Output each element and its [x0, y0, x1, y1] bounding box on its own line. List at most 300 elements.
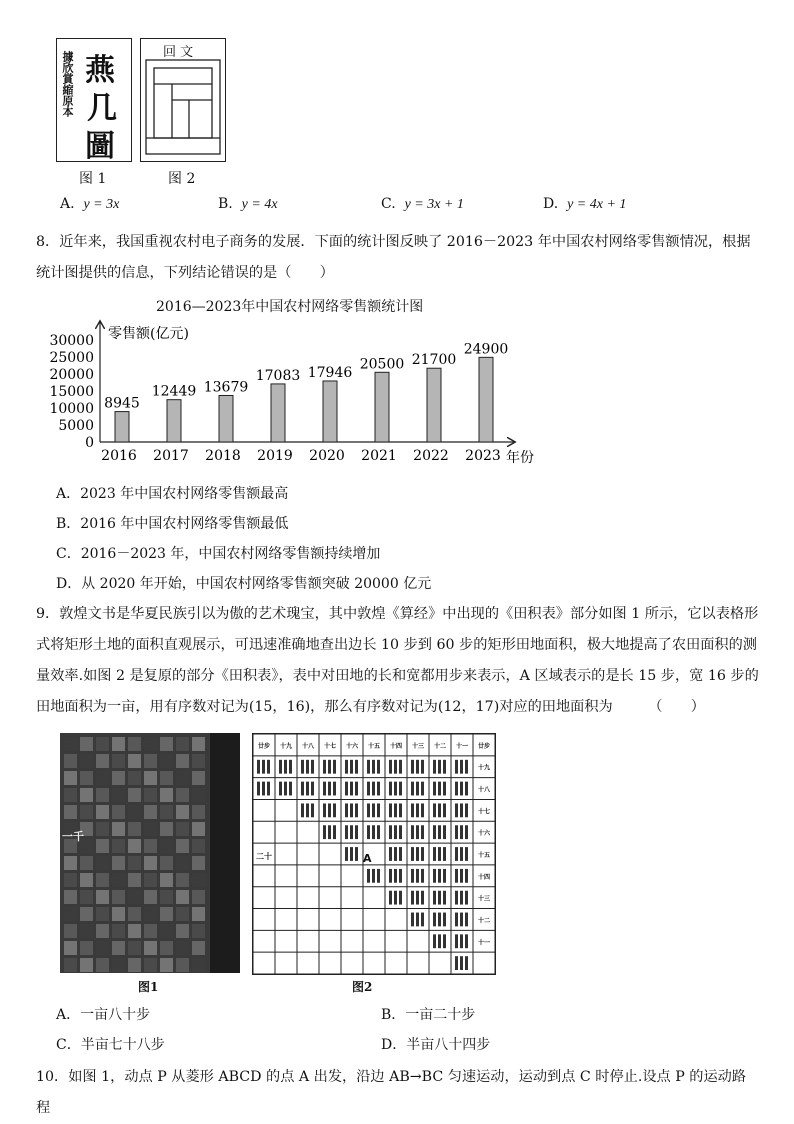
grid-cell-glyph: [460, 891, 463, 905]
grid-cell-glyph: [377, 869, 380, 883]
grid-row-label: 十二: [477, 917, 491, 925]
grid-cell-glyph: [421, 803, 424, 817]
grid-header-label: 廿步: [257, 742, 271, 750]
grid-cell-glyph: [377, 803, 380, 817]
grid-cell-glyph: [460, 803, 463, 817]
grid-cell-glyph: [465, 803, 468, 817]
grid-header-label: 十九: [279, 742, 293, 750]
manuscript-cell: [128, 805, 141, 819]
grid-cell-glyph: [372, 825, 375, 839]
grid-cell-glyph: [328, 803, 331, 817]
manuscript-cell: [112, 737, 125, 751]
manuscript-cell: [144, 856, 157, 870]
grid-cell-glyph: [394, 891, 397, 905]
q7-option-a[interactable]: A. y = 3x: [60, 196, 120, 212]
figure-1-calligraphy: [56, 38, 132, 162]
manuscript-cell: [176, 907, 189, 921]
grid-cell-glyph: [372, 803, 375, 817]
y-axis-label: 零售额(亿元): [108, 326, 189, 342]
grid-cell-glyph: [438, 891, 441, 905]
grid-cell-glyph: [460, 913, 463, 927]
manuscript-cell: [144, 907, 157, 921]
bar-2018: [219, 395, 233, 442]
manuscript-cell: [80, 754, 93, 768]
q9-option-a[interactable]: A．一亩八十步: [56, 1007, 151, 1023]
manuscript-cell: [176, 890, 189, 904]
grid-cell-glyph: [411, 760, 414, 774]
grid-row-label: 十五: [477, 852, 491, 859]
manuscript-cell: [192, 822, 205, 836]
manuscript-cell: [128, 958, 141, 972]
grid-cell-glyph: [323, 760, 326, 774]
q9-option-b[interactable]: B．一亩二十步: [381, 1007, 476, 1023]
grid-cell-glyph: [421, 869, 424, 883]
grid-cell-glyph: [460, 782, 463, 796]
grid-cell-glyph: [438, 803, 441, 817]
manuscript-cell: [160, 907, 173, 921]
manuscript-cell: [96, 856, 109, 870]
grid-cell-glyph: [411, 782, 414, 796]
grid-cell-glyph: [367, 869, 370, 883]
manuscript-cell: [80, 856, 93, 870]
manuscript-cell: [64, 873, 77, 887]
bar-value-label: 13679: [203, 379, 249, 396]
bar-value-label: 12449: [151, 383, 197, 400]
bar-2023: [479, 357, 493, 442]
manuscript-cell: [128, 856, 141, 870]
grid-row-label: 十七: [477, 808, 491, 816]
grid-cell-glyph: [289, 760, 292, 774]
grid-cell-glyph: [416, 891, 419, 905]
manuscript-cell: [80, 805, 93, 819]
grid-cell-glyph: [279, 782, 282, 796]
bar-value-label: 24900: [463, 341, 509, 358]
grid-row-label: 十九: [477, 764, 491, 772]
grid-cell-glyph: [416, 869, 419, 883]
manuscript-cell: [192, 958, 205, 972]
grid-cell-glyph: [367, 782, 370, 796]
grid-header-label: 十六: [345, 742, 359, 750]
grid-cell-glyph: [465, 891, 468, 905]
bar-value-label: 17083: [255, 367, 301, 384]
bar-2022: [427, 368, 441, 442]
manuscript-cell: [176, 805, 189, 819]
manuscript-cell: [64, 737, 77, 751]
fig2-caption: 图 2: [168, 171, 196, 187]
fig1-char-1: 燕: [85, 53, 115, 88]
manuscript-cell: [192, 771, 205, 785]
manuscript-cell: [128, 737, 141, 751]
grid-cell-glyph: [350, 782, 353, 796]
grid-cell-glyph: [333, 782, 336, 796]
manuscript-cell: [96, 805, 109, 819]
grid-cell-glyph: [455, 956, 458, 970]
fig1-char-3: 圖: [85, 129, 115, 164]
tianji-grid: [253, 734, 495, 974]
bar-value-label: 17946: [307, 364, 353, 381]
grid-row-label: 十八: [477, 786, 491, 794]
x-tick-label: 2018: [205, 448, 241, 464]
grid-cell-glyph: [465, 869, 468, 883]
manuscript-cell: [64, 907, 77, 921]
manuscript-cell: [176, 822, 189, 836]
manuscript-cell: [96, 941, 109, 955]
grid-header-label: 十三: [411, 742, 425, 750]
bar-value-label: 21700: [411, 352, 457, 369]
manuscript-cell: [160, 788, 173, 802]
grid-cell-glyph: [372, 869, 375, 883]
manuscript-cell: [128, 924, 141, 938]
q7-option-b[interactable]: B. y = 4x: [218, 196, 278, 212]
manuscript-cell: [176, 941, 189, 955]
manuscript-cell: [112, 771, 125, 785]
grid-cell-glyph: [367, 803, 370, 817]
bar-2021: [375, 372, 389, 442]
figure-2-huiwen: [140, 38, 226, 162]
manuscript-cell: [96, 788, 109, 802]
grid-cell-glyph: [333, 803, 336, 817]
grid-cell-glyph: [443, 891, 446, 905]
bar-2017: [167, 400, 181, 442]
manuscript-cell: [160, 839, 173, 853]
manuscript-cell: [96, 907, 109, 921]
manuscript-cell: [112, 941, 125, 955]
grid-cell-glyph: [433, 803, 436, 817]
grid-cell-glyph: [267, 782, 270, 796]
grid-cell-glyph: [411, 847, 414, 861]
manuscript-cell: [160, 822, 173, 836]
manuscript-cell: [64, 941, 77, 955]
grid-cell-glyph: [345, 803, 348, 817]
manuscript-cell: [192, 890, 205, 904]
grid-row-label: 十六: [477, 830, 491, 838]
manuscript-cell: [144, 839, 157, 853]
manuscript-texture: [60, 733, 240, 973]
fig2-pattern: [145, 59, 221, 155]
grid-header-label: 十五: [367, 742, 381, 750]
grid-cell-glyph: [389, 869, 392, 883]
side-label: 二十: [256, 851, 272, 861]
grid-cell-glyph: [460, 847, 463, 861]
grid-cell-glyph: [460, 934, 463, 948]
manuscript-cell: [96, 737, 109, 751]
manuscript-cell: [96, 958, 109, 972]
fig1-char-2: 几: [87, 91, 117, 126]
grid-cell-glyph: [455, 913, 458, 927]
manuscript-cell: [80, 907, 93, 921]
bar-value-label: 8945: [104, 395, 140, 412]
grid-cell-glyph: [328, 825, 331, 839]
grid-cell-glyph: [443, 825, 446, 839]
grid-cell-glyph: [455, 782, 458, 796]
grid-cell-glyph: [433, 891, 436, 905]
grid-cell-glyph: [389, 782, 392, 796]
grid-cell-glyph: [465, 825, 468, 839]
grid-cell-glyph: [350, 825, 353, 839]
grid-cell-glyph: [411, 869, 414, 883]
grid-cell-glyph: [372, 760, 375, 774]
grid-cell-glyph: [399, 803, 402, 817]
manuscript-cell: [160, 873, 173, 887]
grid-cell-glyph: [399, 760, 402, 774]
manuscript-cell: [176, 754, 189, 768]
manuscript-cell: [96, 873, 109, 887]
manuscript-cell: [64, 805, 77, 819]
manuscript-cell: [80, 890, 93, 904]
manuscript-cell: [160, 941, 173, 955]
grid-cell-glyph: [460, 825, 463, 839]
manuscript-cell: [176, 958, 189, 972]
grid-cell-glyph: [455, 891, 458, 905]
manuscript-cell: [112, 822, 125, 836]
q8-option-c[interactable]: C．2016－2023 年，中国农村网络零售额持续增加: [56, 546, 381, 562]
q9-fig2-caption: 图2: [352, 980, 373, 994]
manuscript-cell: [112, 788, 125, 802]
manuscript-cell: [160, 754, 173, 768]
manuscript-cell: [192, 941, 205, 955]
bar-chart: [40, 318, 550, 466]
manuscript-cell: [176, 788, 189, 802]
grid-cell-glyph: [399, 847, 402, 861]
manuscript-cell: [192, 856, 205, 870]
grid-cell-glyph: [433, 913, 436, 927]
grid-cell-glyph: [306, 803, 309, 817]
fig1-side-text: 據欣賞縮原本: [61, 51, 74, 117]
q9-option-c[interactable]: C．半亩七十八步: [56, 1037, 165, 1053]
manuscript-cell: [144, 873, 157, 887]
grid-cell-glyph: [399, 891, 402, 905]
grid-cell-glyph: [323, 825, 326, 839]
grid-cell-glyph: [416, 913, 419, 927]
manuscript-cell: [128, 873, 141, 887]
manuscript-cell: [160, 771, 173, 785]
manuscript-cell: [176, 873, 189, 887]
grid-cell-glyph: [443, 934, 446, 948]
grid-cell-glyph: [416, 803, 419, 817]
manuscript-cell: [176, 839, 189, 853]
manuscript-cell: [160, 924, 173, 938]
manuscript-cell: [64, 771, 77, 785]
grid-cell-glyph: [433, 760, 436, 774]
manuscript-cell: [64, 856, 77, 870]
grid-cell-glyph: [355, 760, 358, 774]
bar-2020: [323, 381, 337, 442]
manuscript-cell: [64, 754, 77, 768]
x-axis-label: 年份: [506, 450, 534, 466]
manuscript-cell: [144, 958, 157, 972]
manuscript-cell: [160, 890, 173, 904]
grid-cell-glyph: [438, 760, 441, 774]
grid-cell-glyph: [438, 869, 441, 883]
grid-cell-glyph: [438, 825, 441, 839]
q8-option-d[interactable]: D．从 2020 年开始，中国农村网络零售额突破 20000 亿元: [56, 576, 432, 592]
fig1-caption: 图 1: [79, 171, 107, 187]
grid-cell-glyph: [389, 847, 392, 861]
grid-cell-glyph: [389, 803, 392, 817]
grid-cell-glyph: [443, 782, 446, 796]
grid-cell-glyph: [394, 782, 397, 796]
grid-cell-glyph: [394, 847, 397, 861]
manuscript-cell: [160, 958, 173, 972]
grid-cell-glyph: [399, 825, 402, 839]
grid-cell-glyph: [421, 891, 424, 905]
chart-title: 2016—2023年中国农村网络零售额统计图: [156, 299, 424, 315]
grid-cell-glyph: [394, 760, 397, 774]
manuscript-cell: [144, 941, 157, 955]
grid-cell-glyph: [345, 760, 348, 774]
q9-stem: 9．敦煌文书是华夏民族引以为傲的艺术瑰宝，其中敦煌《算经》中出现的《田积表》部分如图 1 所示，它以表格形式将矩形土地的面积直观展示，可迅速准确地查出边长 10 步到 60 步的矩形田地面积，极大地提高了农田面积的测量效率.如图 2 是复原的部分《田积表》，表中对田地的长和宽都用步来表示，A 区域表示的是长 15 步，宽 16 步的田地面积为一亩，用有序数对记为(15，16)，那么有序数对记为(12，17)对应的田地面积为 （ ）: [36, 606, 759, 715]
manuscript-cell: [160, 737, 173, 751]
grid-cell-glyph: [284, 782, 287, 796]
grid-header-label: 十二: [433, 742, 447, 750]
bar-2019: [271, 384, 285, 442]
grid-cell-glyph: [394, 803, 397, 817]
x-tick-label: 2017: [153, 448, 189, 464]
manuscript-cell: [176, 924, 189, 938]
grid-cell-glyph: [311, 803, 314, 817]
grid-cell-glyph: [416, 825, 419, 839]
manuscript-cell: [112, 958, 125, 972]
grid-cell-glyph: [421, 760, 424, 774]
grid-cell-glyph: [443, 803, 446, 817]
grid-cell-glyph: [257, 760, 260, 774]
manuscript-cell: [64, 788, 77, 802]
manuscript-cell: [144, 771, 157, 785]
manuscript-cell: [176, 856, 189, 870]
grid-cell-glyph: [394, 825, 397, 839]
grid-cell-glyph: [350, 803, 353, 817]
grid-cell-glyph: [411, 913, 414, 927]
grid-cell-glyph: [289, 782, 292, 796]
grid-cell-glyph: [416, 782, 419, 796]
grid-row-label: 十一: [477, 939, 491, 947]
manuscript-cell: [160, 856, 173, 870]
manuscript-cell: [128, 907, 141, 921]
grid-cell-glyph: [377, 760, 380, 774]
grid-cell-glyph: [350, 760, 353, 774]
manuscript-cell: [80, 771, 93, 785]
manuscript-cell: [80, 873, 93, 887]
manuscript-cell: [128, 890, 141, 904]
manuscript-cell: [112, 754, 125, 768]
tianji-table: [252, 733, 496, 975]
x-tick-label: 2021: [361, 448, 397, 464]
grid-cell-glyph: [455, 803, 458, 817]
grid-cell-glyph: [455, 760, 458, 774]
grid-cell-glyph: [438, 847, 441, 861]
q8-stem: 8．近年来，我国重视农村电子商务的发展．下面的统计图反映了 2016－2023 年中国农村网络零售额情况，根据统计图提供的信息，下列结论错误的是（ ）: [36, 234, 751, 281]
manuscript-cell: [96, 754, 109, 768]
manuscript-cell: [128, 941, 141, 955]
manuscript-cell: [112, 856, 125, 870]
grid-cell-glyph: [333, 760, 336, 774]
x-tick-label: 2016: [101, 448, 137, 464]
grid-cell-glyph: [443, 913, 446, 927]
photo-label: 一千: [62, 830, 84, 843]
manuscript-cell: [128, 771, 141, 785]
q7-option-d[interactable]: D. y = 4x + 1: [543, 196, 627, 212]
manuscript-cell: [80, 924, 93, 938]
grid-cell-glyph: [345, 782, 348, 796]
grid-cell-glyph: [328, 760, 331, 774]
y-tick-label: 5000: [58, 418, 94, 434]
grid-row-label: 十四: [477, 873, 491, 881]
grid-cell-glyph: [372, 782, 375, 796]
grid-cell-glyph: [433, 782, 436, 796]
grid-cell-glyph: [262, 760, 265, 774]
grid-cell-glyph: [433, 934, 436, 948]
grid-cell-glyph: [465, 934, 468, 948]
grid-cell-glyph: [421, 825, 424, 839]
q8-option-b[interactable]: B．2016 年中国农村网络零售额最低: [56, 516, 289, 532]
grid-cell-glyph: [411, 891, 414, 905]
grid-cell-glyph: [267, 760, 270, 774]
grid-cell-glyph: [355, 803, 358, 817]
manuscript-cell: [144, 924, 157, 938]
grid-row-label: 廿步: [477, 742, 491, 750]
grid-header-label: 十八: [301, 742, 315, 750]
fig2-label: 回 文: [163, 45, 194, 60]
manuscript-cell: [144, 737, 157, 751]
grid-cell-glyph: [411, 825, 414, 839]
x-tick-label: 2020: [309, 448, 345, 464]
manuscript-cell: [64, 924, 77, 938]
manuscript-cell: [160, 805, 173, 819]
dunhuang-manuscript-photo: [60, 733, 240, 973]
grid-cell-glyph: [433, 869, 436, 883]
manuscript-cell: [96, 890, 109, 904]
grid-cell-glyph: [301, 760, 304, 774]
grid-cell-glyph: [421, 847, 424, 861]
grid-cell-glyph: [433, 847, 436, 861]
grid-cell-glyph: [311, 760, 314, 774]
grid-cell-glyph: [355, 825, 358, 839]
x-tick-label: 2022: [413, 448, 449, 464]
y-tick-label: 10000: [49, 401, 94, 417]
manuscript-cell: [192, 788, 205, 802]
q9-option-d[interactable]: D．半亩八十四步: [381, 1037, 491, 1053]
manuscript-cell: [96, 839, 109, 853]
grid-cell-glyph: [311, 782, 314, 796]
grid-cell-glyph: [465, 913, 468, 927]
manuscript-cell: [176, 737, 189, 751]
manuscript-cell: [192, 873, 205, 887]
manuscript-cell: [96, 924, 109, 938]
grid-cell-glyph: [389, 891, 392, 905]
grid-cell-glyph: [465, 956, 468, 970]
grid-cell-glyph: [345, 825, 348, 839]
grid-cell-glyph: [465, 847, 468, 861]
manuscript-cell: [112, 839, 125, 853]
grid-cell-glyph: [455, 847, 458, 861]
grid-cell-glyph: [323, 782, 326, 796]
grid-cell-glyph: [416, 760, 419, 774]
manuscript-cell: [112, 907, 125, 921]
bar-2016: [115, 412, 129, 442]
grid-cell-glyph: [367, 825, 370, 839]
grid-cell-glyph: [443, 869, 446, 883]
q8-option-a[interactable]: A．2023 年中国农村网络零售额最高: [56, 486, 289, 502]
grid-cell-glyph: [377, 782, 380, 796]
grid-cell-glyph: [328, 782, 331, 796]
q7-option-c[interactable]: C. y = 3x + 1: [381, 196, 464, 212]
manuscript-cell: [144, 822, 157, 836]
grid-cell-glyph: [433, 825, 436, 839]
manuscript-cell: [80, 958, 93, 972]
grid-cell-glyph: [465, 760, 468, 774]
grid-cell-glyph: [367, 760, 370, 774]
grid-cell-glyph: [279, 760, 282, 774]
